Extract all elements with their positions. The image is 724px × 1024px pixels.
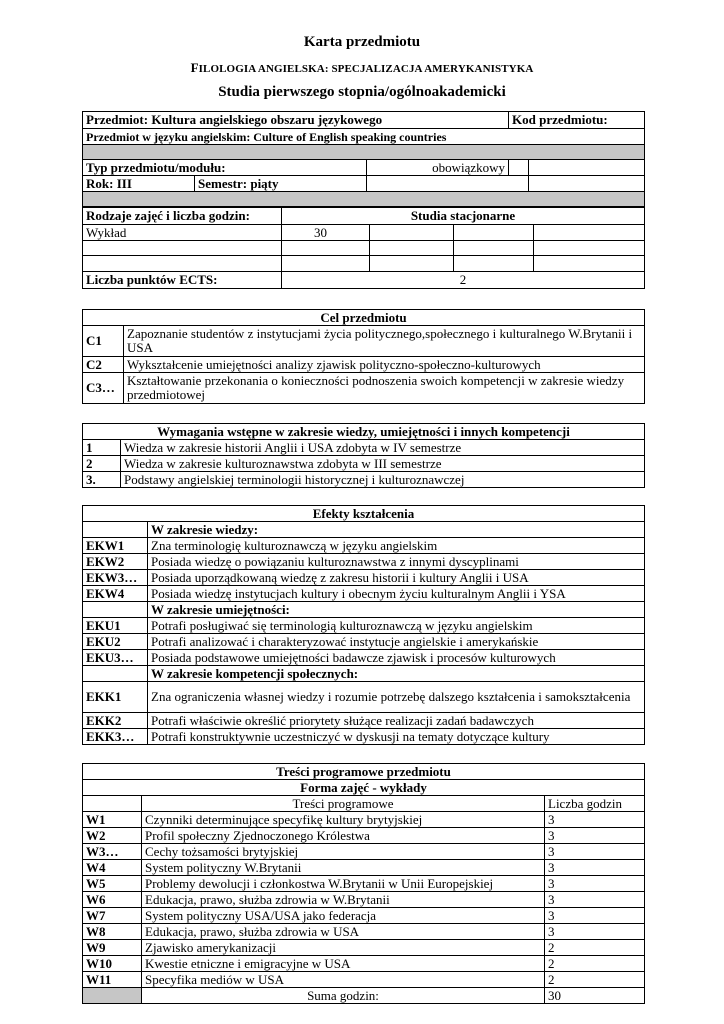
content-title: Treści programowe przedmiotu [83,764,645,780]
content-hours: 2 [545,940,645,956]
content-text: Cechy tożsamości brytyjskiej [142,844,545,860]
outcome-text: Potrafi posługiwać się terminologią kulturoznawczą w języku angielskim [148,618,645,634]
goal-code: C3… [83,373,124,404]
content-hours: 3 [545,876,645,892]
knowledge-header: W zakresie wiedzy: [148,522,645,538]
content-hours: 3 [545,892,645,908]
sum-label: Suma godzin: [142,988,545,1004]
prereq-title: Wymagania wstępne w zakresie wiedzy, umiejętności i innych kompetencji [83,424,645,440]
sum-value: 30 [545,988,645,1004]
empty-cell [454,225,534,241]
content-hours: 2 [545,972,645,988]
outcome-code: EKK2 [83,713,148,729]
content-form: Forma zajęć - wykłady [83,780,645,796]
empty-cell [83,666,148,682]
content-text: Profil społeczny Zjednoczonego Królestwa [142,828,545,844]
empty-cell [282,256,370,272]
content-hours: 3 [545,844,645,860]
outcome-code: EKU1 [83,618,148,634]
outcome-code: EKU2 [83,634,148,650]
goals-title: Cel przedmiotu [83,310,645,326]
subject-name-en: Przedmiot w języku angielskim: Culture of English speaking countries [83,129,645,145]
content-text: Edukacja, prawo, służba zdrowia w USA [142,924,545,940]
empty-cell [370,225,454,241]
content-code: W9 [83,940,142,956]
empty-cell [509,160,529,176]
ects-label: Liczba punktów ECTS: [83,272,282,289]
empty-cell [282,241,370,256]
content-code: W3… [83,844,142,860]
empty-cell [534,241,645,256]
program-content-table [82,763,645,1004]
outcome-code: EKK3… [83,729,148,745]
column-header-hours: Liczba godzin [545,796,645,812]
program-rest: ILOLOGIA ANGIELSKA: SPECJALIZACJA AMERYKANISTYKA [198,63,534,75]
empty-cell [370,241,454,256]
outcome-text: Potrafi właściwie określić priorytety służące realizacji zadań badawczych [148,713,645,729]
study-level: Studia pierwszego stopnia/ogólnoakademicki [218,84,506,100]
goal-text: Wykształcenie umiejętności analizy zjawisk polityczno-społeczno-kulturowych [124,357,645,373]
subject-name: Przedmiot: Kultura angielskiego obszaru językowego [83,112,509,129]
content-text: Zjawisko amerykanizacji [142,940,545,956]
outcome-text: Posiada uporządkowaną wiedzę z zakresu historii i kultury Anglii i USA [148,570,645,586]
empty-cell [83,602,148,618]
goals-table [82,309,645,404]
empty-cell [83,241,282,256]
content-hours: 3 [545,908,645,924]
page-title: Karta przedmiotu [303,34,421,50]
subject-code-label: Kod przedmiotu: [509,112,645,129]
goal-text: Zapoznanie studentów z instytucjami życia politycznego,społecznego i kulturalnego W.Brytanii i USA [124,326,645,357]
content-hours: 2 [545,956,645,972]
outcome-code: EKW3… [83,570,148,586]
content-code: W10 [83,956,142,972]
empty-cell [534,225,645,241]
content-text: Edukacja, prawo, służba zdrowia w W.Brytanii [142,892,545,908]
spacer-row [83,192,645,207]
content-code: W6 [83,892,142,908]
content-code: W5 [83,876,142,892]
empty-cell [454,241,534,256]
content-code: W2 [83,828,142,844]
outcomes-table [82,505,645,745]
outcome-code: EKK1 [83,682,148,713]
subject-info-table [82,111,645,207]
empty-cell [534,256,645,272]
semester: Semestr: piąty [195,176,367,192]
outcome-code: EKW1 [83,538,148,554]
outcome-code: EKW2 [83,554,148,570]
outcome-text: Posiada wiedzę o powiązaniu kulturoznawstwa z innymi dyscyplinami [148,554,645,570]
year: Rok: III [83,176,195,192]
prereq-text: Podstawy angielskiej terminologii historycznej i kulturoznawczej [121,472,645,488]
outcome-text: Potrafi konstruktywnie uczestniczyć w dyskusji na tematy dotyczące kultury [148,729,645,745]
program-initial: F [190,60,199,75]
goal-text: Kształtowanie przekonania o konieczności podnoszenia swoich kompetencji w zakresie wiedzy przedmiotowej [124,373,645,404]
outcomes-title: Efekty kształcenia [83,506,645,522]
prereq-code: 3. [83,472,121,488]
empty-cell [454,256,534,272]
goal-code: C2 [83,357,124,373]
empty-cell [83,256,282,272]
empty-cell [83,796,142,812]
column-header-content: Treści programowe [142,796,545,812]
content-code: W4 [83,860,142,876]
spacer-row [83,145,645,160]
outcome-text: Posiada podstawowe umiejętności badawcze zjawisk i procesów kulturowych [148,650,645,666]
outcome-code: EKW4 [83,586,148,602]
content-text: System polityczny USA/USA jako federacja [142,908,545,924]
empty-cell [83,522,148,538]
ects-value: 2 [282,272,645,289]
prereq-text: Wiedza w zakresie historii Anglii i USA zdobyta w IV semestrze [121,440,645,456]
lecture-hours: 30 [282,225,370,241]
prereq-code: 2 [83,456,121,472]
content-code: W1 [83,812,142,828]
content-hours: 3 [545,828,645,844]
outcome-text: Posiada wiedzę instytucjach kultury i obecnym życiu kulturalnym Anglii i YSA [148,586,645,602]
content-hours: 3 [545,860,645,876]
content-hours: 3 [545,924,645,940]
empty-cell [370,256,454,272]
goal-code: C1 [83,326,124,357]
outcome-text: Zna ograniczenia własnej wiedzy i rozumie potrzebę dalszego kształcenia i samokształcenia [148,682,645,713]
content-code: W11 [83,972,142,988]
type-value: obowiązkowy [367,160,509,176]
social-header: W zakresie kompetencji społecznych: [148,666,645,682]
prereq-text: Wiedza w zakresie kulturoznawstwa zdobyta w III semestrze [121,456,645,472]
content-text: Specyfika mediów w USA [142,972,545,988]
type-label: Typ przedmiotu/modułu: [83,160,367,176]
content-text: System polityczny W.Brytanii [142,860,545,876]
empty-cell [367,176,529,192]
studies-type: Studia stacjonarne [282,208,645,225]
content-text: Kwestie etniczne i emigracyjne w USA [142,956,545,972]
skills-header: W zakresie umiejętności: [148,602,645,618]
content-hours: 3 [545,812,645,828]
content-code: W7 [83,908,142,924]
outcome-text: Zna terminologię kulturoznawczą w języku angielskim [148,538,645,554]
program-name [0,60,724,76]
empty-cell [529,160,645,176]
content-text: Czynniki determinujące specyfikę kultury brytyjskiej [142,812,545,828]
classes-table [82,207,645,289]
outcome-code: EKU3… [83,650,148,666]
empty-cell [529,176,645,192]
prerequisites-table [82,423,645,488]
classes-label: Rodzaje zajęć i liczba godzin: [83,208,282,225]
content-text: Problemy dewolucji i członkostwa W.Brytanii w Unii Europejskiej [142,876,545,892]
prereq-code: 1 [83,440,121,456]
lecture-label: Wykład [83,225,282,241]
sum-spacer [83,988,142,1004]
content-code: W8 [83,924,142,940]
outcome-text: Potrafi analizować i charakteryzować instytucje angielskie i amerykańskie [148,634,645,650]
